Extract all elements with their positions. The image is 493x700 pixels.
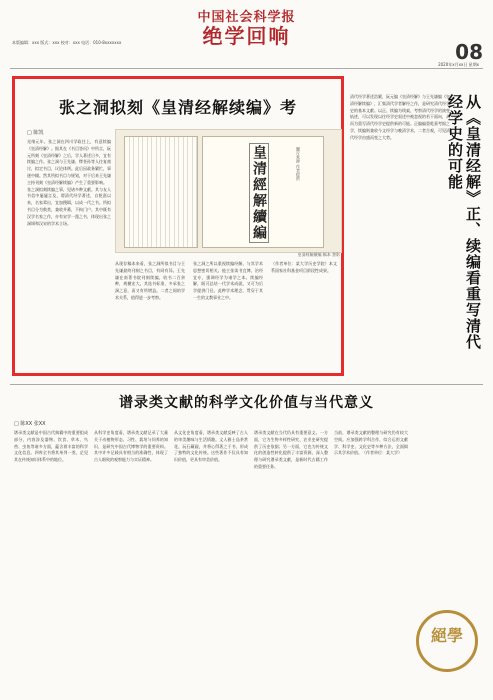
lower-article-title[interactable]: 谱录类文献的科学文化价值与当代意义	[119, 395, 374, 411]
lower-article-column-3: 从文化史角度看，谱录类文献反映了古人的审美趣味与生活情趣。文人雅士品茶赏花、玩石藏砚，并将心得著之于书，形成了独特的文化传统。这些著作不仅具有知识价值，更具有审美价值。	[174, 430, 248, 463]
article-paragraph: 光绪元年，张之洞在四川学政任上，有意续编《皇清经解》。据其在《书目答问》中所言，阮元所刻《皇清经解》之后，学人著述日多，宜有续编之作。张之洞与王先谦、缪荃孙等人往复商讨，拟定书目，议论体例。此后因政务繁忙，事遂中辍。然其所拟书目与规划，对于后来王先谦主持刊刻《皇清经解续编》产生了重要影响。	[27, 139, 111, 185]
article-paragraph: 从现存稿本来看，张之洞所拟书目与王先谦最终刊刻之书目，有同有异。王先谦在南菁书院刊刻续编，收书二百余种，规模宏大。其选书标准，多承张之洞之意，而又有所增益。二者之间的学术关系，值得进一步考察。	[115, 261, 185, 300]
article-column-1	[27, 139, 111, 369]
article-paragraph: 张之洞拟刻续编之事，见诸多种文献。其与友人书信中屡屡言及，谓清代经学著述，自乾嘉以来，名家辈出，宜加搜辑，以成一代之书。所拟书目分为数类，兼收并蓄，不拘门户。其中既有汉学名家之作，亦有宋学一派之书，体现出张之洞调和汉宋的学术立场。	[27, 186, 111, 226]
image-source-note: 圖片來源 作者提供	[296, 147, 301, 181]
book-page-left	[124, 136, 198, 248]
book-cover-title: 皇清經解續編	[251, 145, 267, 241]
side-article[interactable]	[350, 76, 484, 376]
header-rule	[10, 68, 483, 69]
section-title: 绝学回响	[202, 24, 291, 48]
lower-article-column-5: 当前，谱录类文献的整理与研究仍有较大空间。应加强跨学科合作，综合运用文献学、科学史、文化史等多种方法，全面揭示其学术价值。（作者单位：某大学）	[334, 430, 408, 456]
lower-article-column-2: 从科学史角度看，谱录类文献记录了大量关于动植物形态、习性、栽培与饲养的知识，是研究中国古代博物学的重要资料。其中许多记载具有相当的准确性，体现了古人细致的观察能力与实证精神。	[94, 430, 168, 463]
article-column-2	[115, 261, 185, 369]
lower-article-column-1: 谱录类文献是中国古代典籍中的重要组成部分，内容涉及器物、饮食、草木、鸟兽、虫鱼等诸多方面，蕴含着丰富的科学文化信息。四库全书将其单列一类，足见其在传统知识体系中的地位。	[14, 430, 88, 463]
page-header	[0, 0, 493, 75]
lower-article-author: □ 陈XX 张XX	[14, 421, 46, 427]
article-column-3	[193, 261, 263, 369]
column-seal-icon	[416, 610, 478, 672]
section-divider	[10, 384, 483, 385]
book-image	[115, 129, 342, 253]
book-cover	[202, 136, 324, 248]
article-author: □ 陈凯	[27, 130, 44, 136]
editor-info: 本版编辑：xxx 版式：xxx 校对：xxx 电话：010-8xxxxxxx	[12, 40, 122, 45]
lower-article-column-4: 谱录类文献在当代仍具有重要意义。一方面，它为生物多样性研究、农业史研究提供了历史依据；另一方面，它也为传统文化的创造性转化提供了丰富资源。深入整理与研究谱录类文献，是新时代古籍工作的重要任务。	[254, 430, 328, 469]
masthead: 中国社会科学报	[197, 10, 296, 25]
article-paragraph: （作者单位：某大学历史学院）本文系国家社科基金项目阶段性成果。	[271, 261, 337, 273]
side-article-body: 清代经学著述浩繁，阮元编《皇清经解》与王先谦编《皇清经解续编》，汇集清代学者解经之作，是研究清代经学史的基本文献。以正、续编为线索，考察清代经学的演变轨迹，可以发现以往经学史叙述中被忽视的若干面向，从而为重写清代经学史提供新的可能。正编偏重乾嘉考据之学，续编则兼收今文经学与晚清学术，二者合观，可见清代经学由盛而变之大势。	[350, 94, 450, 140]
side-article-headline: 从《皇清经解》正、续编看重写清代经学史的可能	[446, 94, 482, 350]
article-paragraph: 张之洞之所以重视续编经解，与其学术思想密切相关。他主张读书宜博，治经宜专，强调经学为诸学之本。续编经解，既可总结一代学术成就，又可为后学提供门径。此种学术理念，贯穿于其一生的文教事业之中。	[193, 261, 263, 300]
seal-text: 絕學	[430, 626, 463, 645]
featured-article[interactable]	[12, 76, 344, 376]
issue-date: 2020年x月xx日 星期x	[438, 62, 479, 67]
image-caption: 皇清經解續編 稿本 書影	[297, 252, 340, 257]
article-title: 张之洞拟刻《皇清经解续编》考	[58, 98, 297, 117]
page-number: 08	[455, 40, 483, 64]
article-column-4	[271, 261, 337, 369]
